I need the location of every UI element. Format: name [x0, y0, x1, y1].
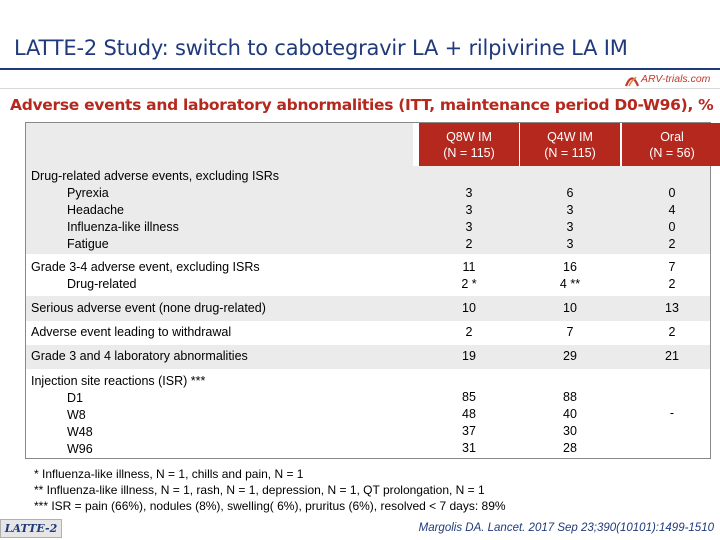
cell-oral [622, 185, 720, 253]
table-row [26, 166, 710, 254]
row-label-main: Drug-related adverse events, excluding ISRs [31, 169, 280, 183]
row-sublabel: W96 [67, 442, 93, 456]
cell-value: 3 [566, 237, 574, 251]
column-header-n: (N = 115) [443, 145, 495, 160]
row-label-main: Grade 3-4 adverse event, excluding ISRs [31, 260, 260, 274]
cell-q4w: 7 [566, 325, 574, 339]
cell-value: 3 [465, 220, 473, 234]
cell-q4w [520, 185, 620, 253]
cell-value: 4 ** [559, 277, 581, 291]
footnote: ** Influenza-like illness, N = 1, rash, N = 1, depression, N = 1, QT prolongation, N = 1 [34, 483, 485, 497]
row-label [31, 259, 260, 293]
cell-value: 3 [465, 203, 473, 217]
row-sublabel: Headache [67, 203, 124, 217]
cell-value: 3 [566, 203, 574, 217]
row-sublabel: Drug-related [67, 277, 137, 291]
cell-q4w: 10 [563, 301, 577, 315]
column-header-label: Q4W IM [547, 129, 593, 144]
cell-value: 7 [668, 260, 676, 274]
cell-value: 3 [465, 186, 473, 200]
cell-value: 11 [462, 260, 476, 274]
column-header-n: (N = 56) [649, 145, 695, 160]
table-row [26, 296, 710, 321]
cell-value: 16 [563, 260, 577, 274]
logo-divider [0, 88, 720, 89]
column-header-q8w [419, 123, 519, 166]
footnote: *** ISR = pain (66%), nodules (8%), swelling( 6%), pruritus (6%), resolved < 7 days: 89% [34, 499, 506, 513]
row-sublabel: W48 [67, 425, 93, 439]
cell-value: 40 [563, 407, 577, 421]
row-sublabel: Pyrexia [67, 186, 109, 200]
table-row [26, 345, 710, 369]
cell-value: 4 [668, 203, 676, 217]
header-blank-cell [26, 123, 413, 166]
cell-value: 0 [668, 220, 676, 234]
cell-value: 2 [668, 237, 676, 251]
row-label-main: Serious adverse event (none drug-related) [31, 301, 266, 315]
table-row [26, 254, 710, 296]
adverse-events-table [25, 122, 711, 459]
cell-value: 48 [462, 407, 476, 421]
cell-value: 37 [462, 424, 476, 438]
cell-value: 88 [563, 390, 577, 404]
cell-value: 2 [465, 237, 473, 251]
cell-q8w [419, 389, 519, 457]
cell-value: 2 [668, 277, 676, 291]
row-sublabel: D1 [67, 391, 83, 405]
row-sublabel: Influenza-like illness [67, 220, 179, 234]
study-tag: LATTE-2 [0, 519, 62, 538]
table-row [26, 321, 710, 345]
title-divider [0, 68, 720, 70]
row-label-main: Injection site reactions (ISR) *** [31, 374, 206, 388]
cell-oral: 13 [665, 301, 679, 315]
cell-q4w: 29 [563, 349, 577, 363]
logo-text: ARV-trials.com [641, 73, 711, 85]
citation: Margolis DA. Lancet. 2017 Sep 23;390(10101):1499-1510 [418, 522, 714, 534]
table-title: Adverse events and laboratory abnormalities (ITT, maintenance period D0-W96), % [10, 96, 714, 114]
cell-oral: 2 [668, 325, 676, 339]
table-row [26, 369, 710, 458]
cell-oral [622, 259, 720, 293]
cell-q4w [520, 259, 620, 293]
row-label-main: Adverse event leading to withdrawal [31, 325, 232, 339]
column-header-label: Oral [660, 129, 684, 144]
cell-value: 3 [566, 220, 574, 234]
cell-oral: - [669, 406, 675, 420]
cell-value: 28 [563, 441, 577, 455]
row-sublabel: Fatigue [67, 237, 109, 251]
slide-title: LATTE-2 Study: switch to cabotegravir LA + rilpivirine LA IM [14, 36, 628, 60]
cell-oral: 21 [665, 349, 679, 363]
cell-value: 0 [668, 186, 676, 200]
column-header-q4w [520, 123, 620, 166]
cell-q4w [520, 389, 620, 457]
ribbon-icon [624, 74, 640, 88]
cell-value: 6 [566, 186, 574, 200]
row-label [31, 373, 205, 458]
cell-q8w: 19 [462, 349, 476, 363]
column-header-oral [622, 123, 720, 166]
column-header-label: Q8W IM [446, 129, 492, 144]
row-label [31, 168, 279, 253]
row-label-main: Grade 3 and 4 laboratory abnormalities [31, 349, 248, 363]
footnote: * Influenza-like illness, N = 1, chills and pain, N = 1 [34, 467, 304, 481]
cell-q8w: 2 [465, 325, 473, 339]
footnotes [34, 466, 506, 514]
cell-value: 30 [563, 424, 577, 438]
cell-value: 2 * [461, 277, 477, 291]
cell-value: 31 [462, 441, 476, 455]
cell-q8w [419, 185, 519, 253]
cell-value: 85 [462, 390, 476, 404]
column-header-n: (N = 115) [544, 145, 596, 160]
row-sublabel: W8 [67, 408, 86, 422]
cell-q8w: 10 [462, 301, 476, 315]
cell-q8w [419, 259, 519, 293]
